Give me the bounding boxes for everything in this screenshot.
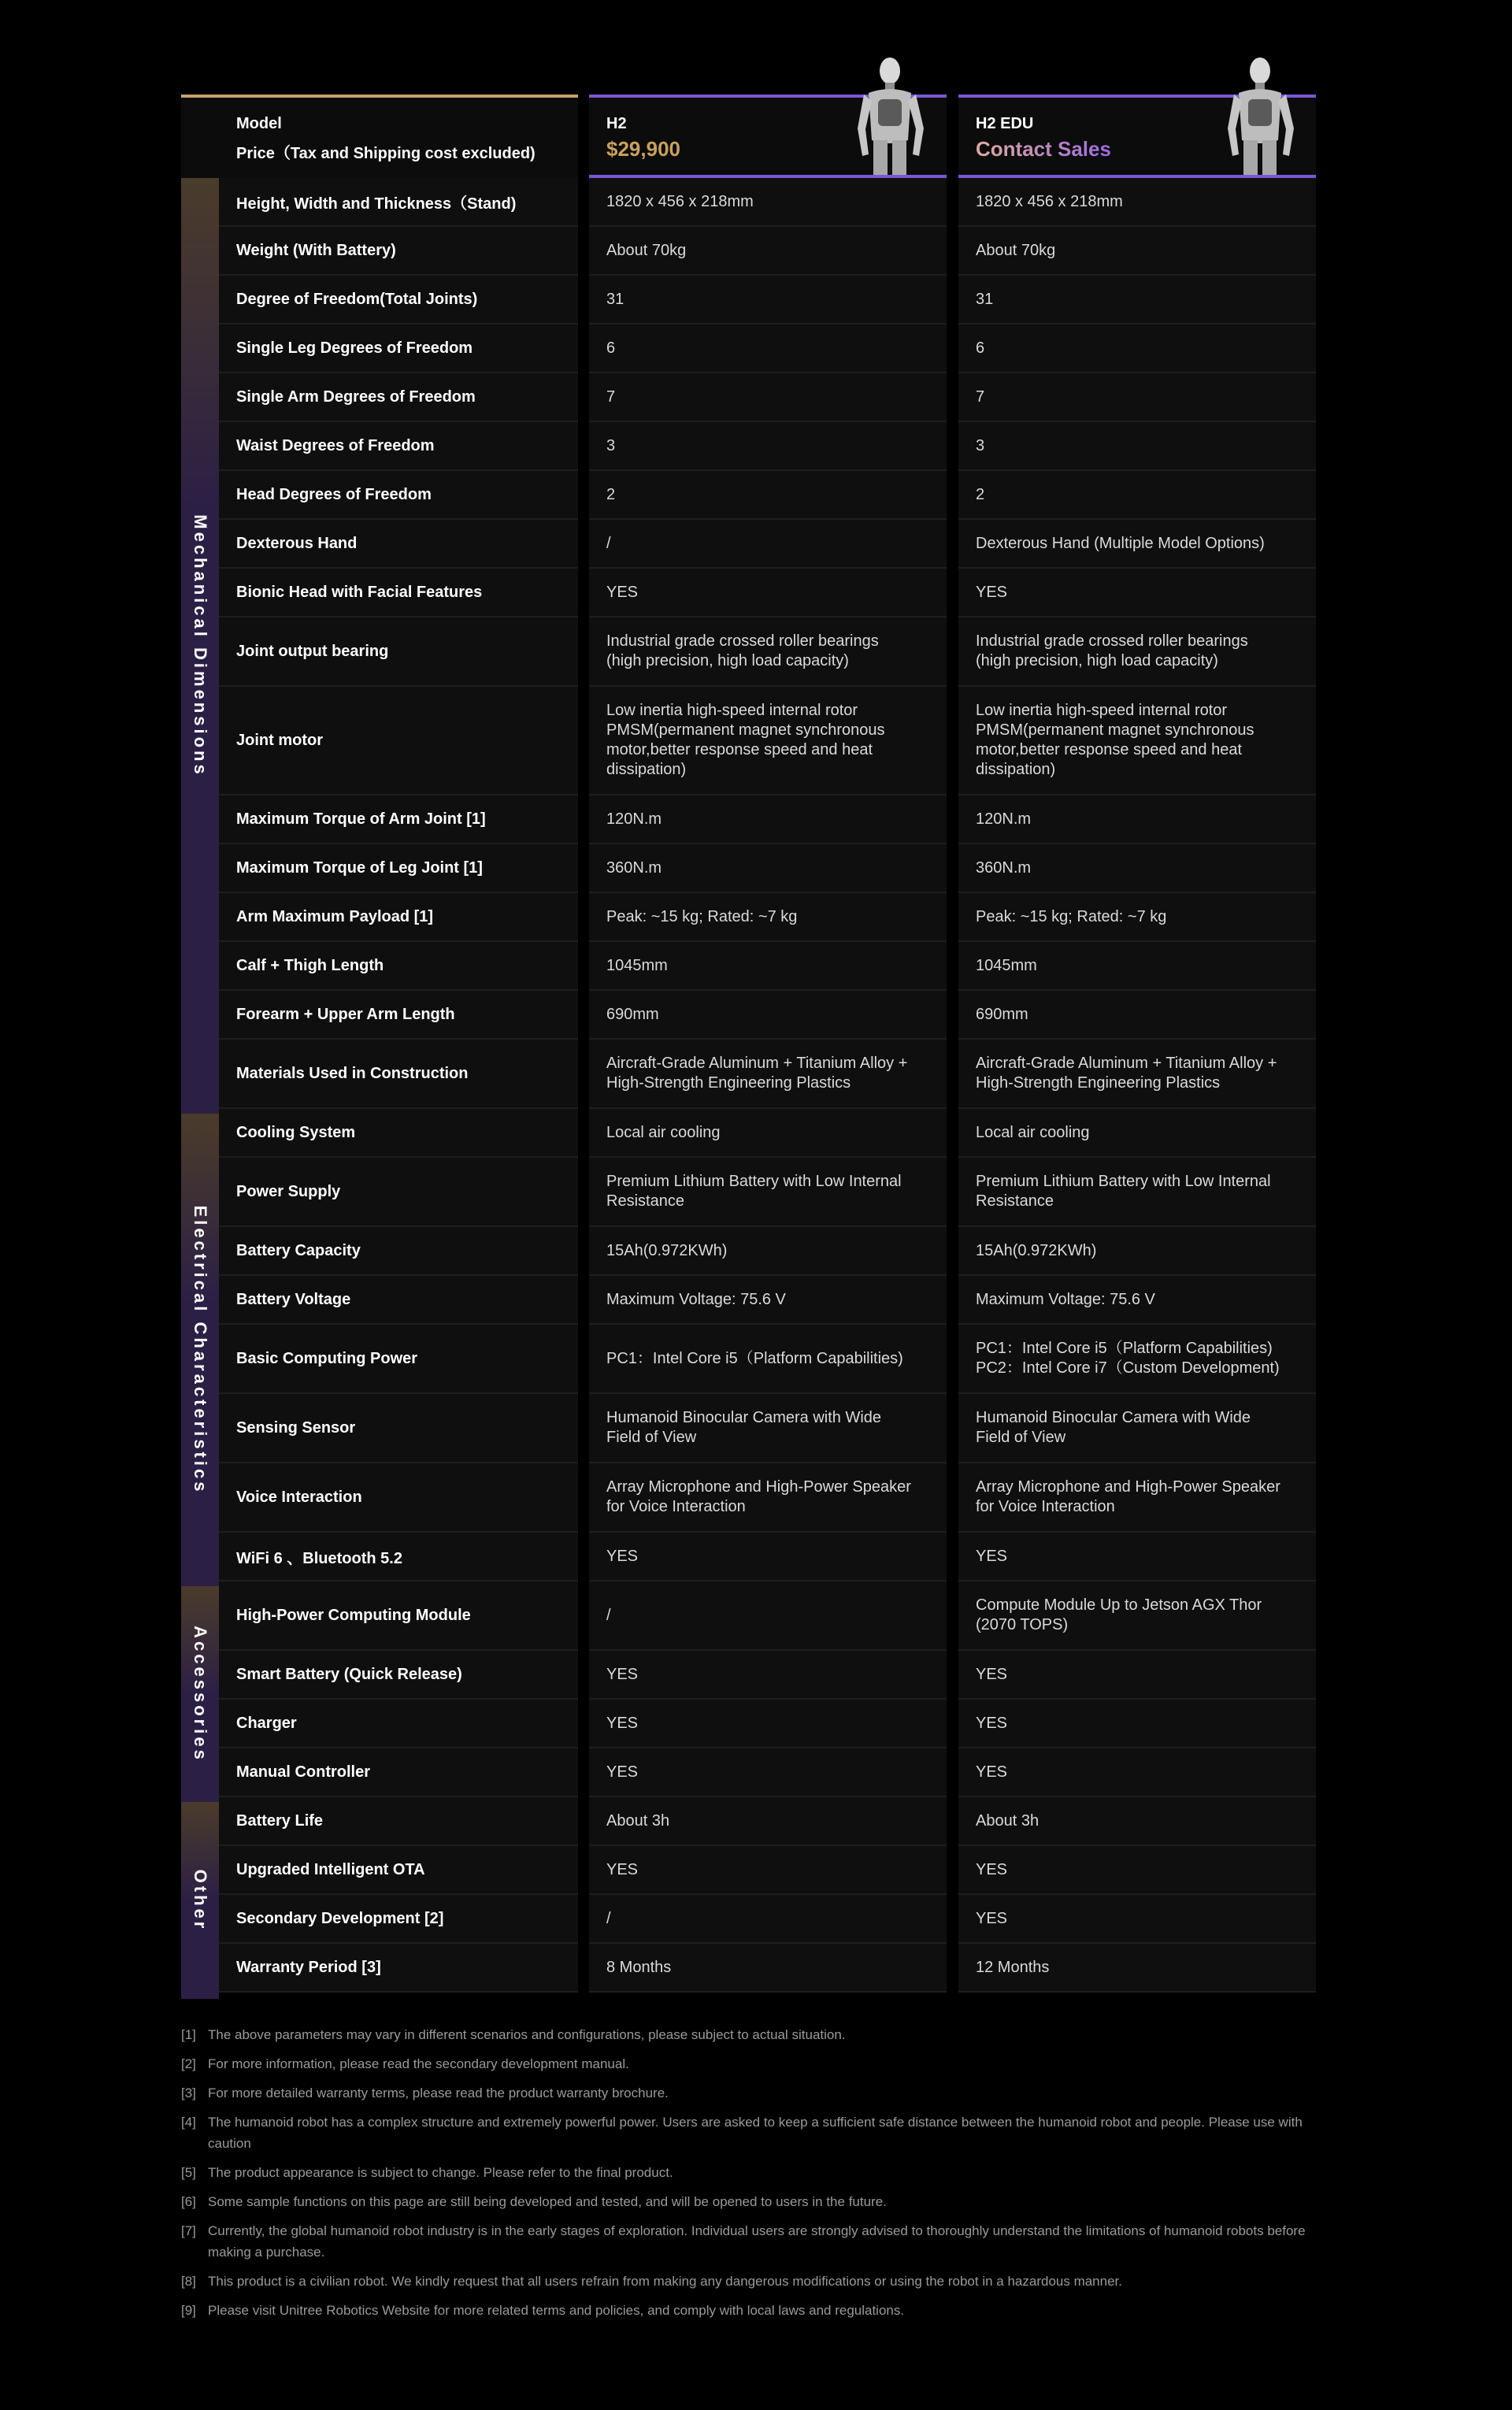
spec-label-text: Battery Capacity — [236, 1241, 361, 1259]
footnote-item — [181, 2024, 1319, 2045]
spec-value-h2-edu — [958, 569, 1316, 617]
spec-value-h2-text: About 3h — [606, 1811, 670, 1830]
footnote-text: For more detailed warranty terms, please read the product warranty brochure. — [208, 2086, 669, 2100]
section-electrical-characteristics — [181, 1114, 219, 1586]
section-accessories — [181, 1586, 219, 1802]
spec-label-text: Dexterous Hand — [236, 534, 358, 552]
spec-value-h2 — [589, 942, 947, 991]
spec-label — [219, 227, 578, 276]
spec-label — [219, 422, 578, 471]
spec-value-h2-edu — [958, 1651, 1316, 1700]
spec-label — [219, 520, 578, 569]
spec-value-h2 — [589, 422, 947, 471]
footnote-item — [181, 2082, 1319, 2104]
spec-label — [219, 471, 578, 520]
price-h2: $29,900 — [606, 137, 680, 161]
header-label-cell — [181, 95, 578, 178]
spec-label — [219, 569, 578, 617]
spec-value-h2 — [589, 520, 947, 569]
spec-value-h2 — [589, 1325, 947, 1394]
spec-label-text: Weight (With Battery) — [236, 241, 396, 259]
section-other — [181, 1802, 219, 1999]
spec-value-h2-text: / — [606, 534, 611, 552]
spec-label-text: Arm Maximum Payload [1] — [236, 907, 434, 925]
spec-value-h2-text: Maximum Voltage: 75.6 V — [606, 1290, 786, 1308]
spec-label — [219, 1797, 578, 1846]
spec-value-h2-text: Aircraft-Grade Aluminum + Titanium Alloy + High-Strength Engineering Plastics — [606, 1055, 908, 1092]
spec-value-h2-edu — [958, 1394, 1316, 1463]
spec-value-h2 — [589, 1944, 947, 1993]
footnote-text: Please visit Unitree Robotics Website for more related terms and policies, and comply with local laws and regulations. — [208, 2303, 905, 2318]
footnote-number: [2] — [181, 2056, 196, 2071]
spec-label — [219, 276, 578, 324]
footnote-text: This product is a civilian robot. We kindly request that all users refrain from making any dangerous modifications or using the robot in a hazardous manner. — [208, 2274, 1122, 2289]
spec-value-h2 — [589, 1227, 947, 1276]
spec-value-h2-edu-text: YES — [976, 1547, 1008, 1565]
spec-value-h2-edu-text: Dexterous Hand (Multiple Model Options) — [976, 534, 1265, 552]
spec-value-h2 — [589, 276, 947, 324]
section-label: Other — [191, 1869, 210, 1932]
footnote-number: [8] — [181, 2274, 196, 2289]
spec-label-text: Warranty Period [3] — [236, 1958, 381, 1976]
spec-value-h2-text: YES — [606, 1714, 639, 1732]
spec-value-h2-edu — [958, 1109, 1316, 1158]
robot-h2-image — [847, 54, 933, 175]
spec-value-h2-text: 2 — [606, 485, 616, 503]
contact-sales-link[interactable]: Contact Sales — [976, 137, 1111, 161]
spec-label — [219, 1325, 578, 1394]
spec-value-h2-text: 360N.m — [606, 858, 662, 877]
spec-label-text: Smart Battery (Quick Release) — [236, 1665, 462, 1683]
spec-label-text: Battery Voltage — [236, 1290, 351, 1308]
spec-label-text: Joint output bearing — [236, 642, 389, 660]
spec-value-h2-edu-text: 12 Months — [976, 1958, 1050, 1976]
spec-value-h2 — [589, 1276, 947, 1325]
spec-value-h2-edu-text: Low inertia high-speed internal rotor PMSM(permanent magnet synchronous motor,better response speed and heat dissipation) — [976, 702, 1254, 778]
spec-value-h2-edu-text: YES — [976, 583, 1008, 601]
spec-value-h2-edu-text: 3 — [976, 436, 985, 454]
spec-value-h2-edu-text: About 70kg — [976, 241, 1056, 259]
spec-label-text: Upgraded Intelligent OTA — [236, 1860, 425, 1878]
spec-label — [219, 942, 578, 991]
spec-value-h2 — [589, 1463, 947, 1533]
spec-value-h2-edu-text: Array Microphone and High-Power Speaker for Voice Interaction — [976, 1478, 1280, 1515]
spec-value-h2-edu-text: 6 — [976, 339, 985, 357]
spec-value-h2-text: 1820 x 456 x 218mm — [606, 192, 754, 210]
spec-value-h2-edu — [958, 471, 1316, 520]
spec-value-h2-edu — [958, 422, 1316, 471]
spec-value-h2-edu — [958, 227, 1316, 276]
spec-value-h2-edu-text: Local air cooling — [976, 1123, 1090, 1141]
spec-value-h2-edu-text: Humanoid Binocular Camera with Wide Field of View — [976, 1409, 1251, 1446]
spec-label — [219, 991, 578, 1040]
spec-value-h2 — [589, 227, 947, 276]
spec-label-text: Forearm + Upper Arm Length — [236, 1005, 455, 1023]
footnote-text: The above parameters may vary in different scenarios and configurations, please subject to actual situation. — [208, 2027, 846, 2042]
spec-value-h2-edu — [958, 520, 1316, 569]
spec-value-h2-text: 690mm — [606, 1005, 659, 1023]
spec-value-h2-edu-text: 15Ah(0.972KWh) — [976, 1241, 1097, 1259]
spec-value-h2 — [589, 844, 947, 893]
spec-label-text: Head Degrees of Freedom — [236, 485, 432, 503]
footnote-item — [181, 2220, 1319, 2263]
spec-value-h2-text: Local air cooling — [606, 1123, 721, 1141]
spec-value-h2-edu-text: Aircraft-Grade Aluminum + Titanium Alloy + High-Strength Engineering Plastics — [976, 1055, 1277, 1092]
spec-value-h2-edu — [958, 1463, 1316, 1533]
spec-value-h2-text: About 70kg — [606, 241, 687, 259]
spec-value-h2 — [589, 178, 947, 227]
spec-label — [219, 1944, 578, 1993]
spec-value-h2-edu — [958, 942, 1316, 991]
spec-value-h2-edu-text: YES — [976, 1714, 1008, 1732]
footnote-number: [6] — [181, 2194, 196, 2209]
spec-label-text: Sensing Sensor — [236, 1418, 356, 1437]
spec-value-h2 — [589, 324, 947, 373]
spec-label-text: Degree of Freedom(Total Joints) — [236, 290, 478, 308]
spec-label — [219, 617, 578, 687]
spec-value-h2-edu — [958, 893, 1316, 942]
spec-value-h2-text: 120N.m — [606, 810, 662, 828]
spec-label — [219, 373, 578, 422]
footnotes — [181, 2024, 1319, 2329]
spec-value-h2-edu — [958, 1325, 1316, 1394]
spec-label — [219, 1700, 578, 1748]
spec-label-text: Height, Width and Thickness（Stand) — [236, 195, 517, 213]
spec-value-h2-edu-text: YES — [976, 1665, 1008, 1683]
spec-value-h2-text: Peak: ~15 kg; Rated: ~7 kg — [606, 907, 798, 925]
footnote-number: [4] — [181, 2115, 196, 2130]
spec-value-h2-edu — [958, 617, 1316, 687]
spec-value-h2-edu — [958, 1581, 1316, 1651]
spec-value-h2-edu-text: Maximum Voltage: 75.6 V — [976, 1290, 1155, 1308]
spec-value-h2-edu-text: About 3h — [976, 1811, 1040, 1830]
spec-value-h2-edu — [958, 1276, 1316, 1325]
footnote-number: [3] — [181, 2086, 196, 2100]
spec-label-text: Maximum Torque of Leg Joint [1] — [236, 858, 483, 877]
spec-value-h2-edu-text: YES — [976, 1909, 1008, 1927]
spec-value-h2-edu-text: 2 — [976, 485, 985, 503]
spec-value-h2-text: YES — [606, 1860, 639, 1878]
section-label: Accessories — [191, 1626, 210, 1763]
spec-value-h2-edu-text: 120N.m — [976, 810, 1032, 828]
spec-value-h2-edu — [958, 1846, 1316, 1895]
spec-value-h2 — [589, 1109, 947, 1158]
spec-label — [219, 178, 578, 227]
section-mechanical-dimensions — [181, 178, 219, 1114]
spec-value-h2-edu — [958, 1748, 1316, 1797]
footnote-text: Currently, the global humanoid robot industry is in the early stages of exploration. Individual users are strongly advised to thoroughly understand the limitations of humanoid robots before making a purchase. — [208, 2223, 1306, 2260]
spec-label-text: Basic Computing Power — [236, 1349, 418, 1367]
spec-value-h2-edu — [958, 1040, 1316, 1109]
spec-value-h2-edu — [958, 1700, 1316, 1748]
spec-value-h2 — [589, 1158, 947, 1227]
spec-value-h2-edu-text: 360N.m — [976, 858, 1032, 877]
spec-value-h2 — [589, 471, 947, 520]
spec-label-text: Waist Degrees of Freedom — [236, 436, 435, 454]
spec-value-h2-text: YES — [606, 583, 639, 601]
spec-value-h2-edu — [958, 276, 1316, 324]
spec-label-text: Single Arm Degrees of Freedom — [236, 387, 476, 406]
spec-value-h2-edu-text: YES — [976, 1763, 1008, 1781]
spec-value-h2-edu — [958, 1227, 1316, 1276]
model-name-h2: H2 — [606, 115, 627, 132]
spec-label — [219, 1581, 578, 1651]
spec-label-text: Maximum Torque of Arm Joint [1] — [236, 810, 486, 828]
footnote-text: Some sample functions on this page are still being developed and tested, and will be opened to users in the future. — [208, 2194, 887, 2209]
spec-value-h2-text: PC1：Intel Core i5（Platform Capabilities) — [606, 1349, 903, 1367]
footnote-text: The humanoid robot has a complex structure and extremely powerful power. Users are asked to keep a sufficient safe distance between the humanoid robot and people. Please use with caution — [208, 2115, 1303, 2151]
spec-value-h2-edu-text: Peak: ~15 kg; Rated: ~7 kg — [976, 907, 1167, 925]
spec-value-h2-text: 31 — [606, 290, 624, 308]
spec-label-text: WiFi 6 、Bluetooth 5.2 — [236, 1549, 402, 1567]
spec-label — [219, 1846, 578, 1895]
spec-label — [219, 844, 578, 893]
footnote-item — [181, 2053, 1319, 2074]
spec-label-text: Charger — [236, 1714, 297, 1732]
spec-value-h2-text: 8 Months — [606, 1958, 672, 1976]
spec-value-h2-edu — [958, 1944, 1316, 1993]
spec-value-h2-text: YES — [606, 1665, 639, 1683]
spec-value-h2-edu — [958, 1895, 1316, 1944]
spec-label — [219, 1895, 578, 1944]
spec-label — [219, 1109, 578, 1158]
spec-label-text: Single Leg Degrees of Freedom — [236, 339, 473, 357]
spec-value-h2 — [589, 893, 947, 942]
price-label: Price（Tax and Shipping cost excluded) — [236, 145, 536, 162]
spec-value-h2-text: 7 — [606, 387, 616, 406]
spec-value-h2 — [589, 569, 947, 617]
spec-label-text: Bionic Head with Facial Features — [236, 583, 483, 601]
spec-label — [219, 1463, 578, 1533]
spec-value-h2-text: YES — [606, 1763, 639, 1781]
spec-value-h2 — [589, 1797, 947, 1846]
spec-value-h2-text: Premium Lithium Battery with Low Internal Resistance — [606, 1173, 902, 1210]
spec-label — [219, 1227, 578, 1276]
spec-value-h2-edu-text: PC1：Intel Core i5（Platform Capabilities) PC2：Intel Core i7（Custom Development) — [976, 1340, 1280, 1377]
spec-value-h2-edu — [958, 373, 1316, 422]
spec-value-h2-edu-text: 1045mm — [976, 956, 1037, 974]
spec-value-h2 — [589, 795, 947, 844]
spec-value-h2-edu — [958, 844, 1316, 893]
spec-label-text: Cooling System — [236, 1123, 356, 1141]
spec-value-h2 — [589, 1581, 947, 1651]
spec-label-text: Voice Interaction — [236, 1488, 362, 1506]
spec-value-h2-text: Humanoid Binocular Camera with Wide Field of View — [606, 1409, 882, 1446]
spec-label — [219, 1040, 578, 1109]
spec-label-text: High-Power Computing Module — [236, 1606, 471, 1624]
spec-label-text: Secondary Development [2] — [236, 1909, 444, 1927]
spec-value-h2-edu — [958, 1533, 1316, 1581]
spec-label — [219, 893, 578, 942]
spec-value-h2 — [589, 1846, 947, 1895]
spec-value-h2 — [589, 1040, 947, 1109]
spec-value-h2-edu-text: YES — [976, 1860, 1008, 1878]
spec-value-h2 — [589, 373, 947, 422]
footnote-number: [9] — [181, 2303, 196, 2318]
spec-value-h2 — [589, 991, 947, 1040]
spec-value-h2-edu — [958, 795, 1316, 844]
spec-value-h2-text: Industrial grade crossed roller bearings (high precision, high load capacity) — [606, 632, 879, 669]
model-name-h2-edu: H2 EDU — [976, 115, 1034, 132]
spec-value-h2 — [589, 1651, 947, 1700]
footnote-item — [181, 2191, 1319, 2212]
spec-label-text: Calf + Thigh Length — [236, 956, 384, 974]
spec-value-h2-edu-text: 31 — [976, 290, 994, 308]
spec-label — [219, 795, 578, 844]
spec-value-h2-edu-text: 1820 x 456 x 218mm — [976, 192, 1123, 210]
spec-label — [219, 1394, 578, 1463]
spec-label — [219, 1158, 578, 1227]
spec-value-h2-text: / — [606, 1909, 611, 1927]
spec-label — [219, 1276, 578, 1325]
footnote-item — [181, 2271, 1319, 2292]
spec-value-h2-text: Array Microphone and High-Power Speaker for Voice Interaction — [606, 1478, 911, 1515]
spec-value-h2-edu-text: 7 — [976, 387, 985, 406]
footnote-number: [7] — [181, 2223, 196, 2238]
footnote-number: [5] — [181, 2165, 196, 2180]
spec-value-h2-edu-text: Premium Lithium Battery with Low Internal Resistance — [976, 1173, 1271, 1210]
spec-value-h2-edu — [958, 687, 1316, 795]
footnote-number: [1] — [181, 2027, 196, 2042]
section-label: Mechanical Dimensions — [191, 514, 210, 777]
spec-value-h2 — [589, 1700, 947, 1748]
spec-value-h2-edu-text: Compute Module Up to Jetson AGX Thor (2070 TOPS) — [976, 1596, 1262, 1633]
spec-value-h2-text: 3 — [606, 436, 616, 454]
robot-h2-edu-image — [1217, 54, 1303, 175]
footnote-text: The product appearance is subject to change. Please refer to the final product. — [208, 2165, 673, 2180]
spec-label — [219, 1748, 578, 1797]
spec-value-h2-text: YES — [606, 1547, 639, 1565]
spec-label — [219, 1533, 578, 1581]
footnote-item — [181, 2112, 1319, 2154]
spec-value-h2-text: Low inertia high-speed internal rotor PMSM(permanent magnet synchronous motor,better response speed and heat dissipation) — [606, 702, 885, 778]
spec-value-h2 — [589, 1895, 947, 1944]
spec-value-h2-text: 15Ah(0.972KWh) — [606, 1241, 728, 1259]
footnote-text: For more information, please read the secondary development manual. — [208, 2056, 629, 2071]
footnote-item — [181, 2300, 1319, 2321]
spec-value-h2 — [589, 1394, 947, 1463]
section-label: Electrical Characteristics — [191, 1205, 210, 1495]
spec-value-h2-edu — [958, 1158, 1316, 1227]
spec-value-h2-edu — [958, 324, 1316, 373]
spec-value-h2 — [589, 1533, 947, 1581]
spec-label-text: Battery Life — [236, 1811, 324, 1830]
spec-label — [219, 1651, 578, 1700]
spec-value-h2-edu-text: Industrial grade crossed roller bearings (high precision, high load capacity) — [976, 632, 1248, 669]
spec-label-text: Power Supply — [236, 1182, 341, 1200]
footnote-item — [181, 2162, 1319, 2183]
spec-value-h2 — [589, 687, 947, 795]
spec-value-h2-text: 1045mm — [606, 956, 668, 974]
spec-value-h2-edu — [958, 991, 1316, 1040]
spec-label-text: Manual Controller — [236, 1763, 371, 1781]
spec-value-h2-text: 6 — [606, 339, 616, 357]
spec-label — [219, 324, 578, 373]
spec-value-h2 — [589, 617, 947, 687]
spec-value-h2-edu — [958, 178, 1316, 227]
spec-value-h2-edu-text: 690mm — [976, 1005, 1028, 1023]
spec-value-h2-text: / — [606, 1606, 611, 1624]
spec-label-text: Joint motor — [236, 731, 323, 749]
model-label: Model — [236, 115, 282, 132]
spec-value-h2 — [589, 1748, 947, 1797]
spec-value-h2-edu — [958, 1797, 1316, 1846]
spec-label — [219, 687, 578, 795]
spec-label-text: Materials Used in Construction — [236, 1064, 469, 1082]
